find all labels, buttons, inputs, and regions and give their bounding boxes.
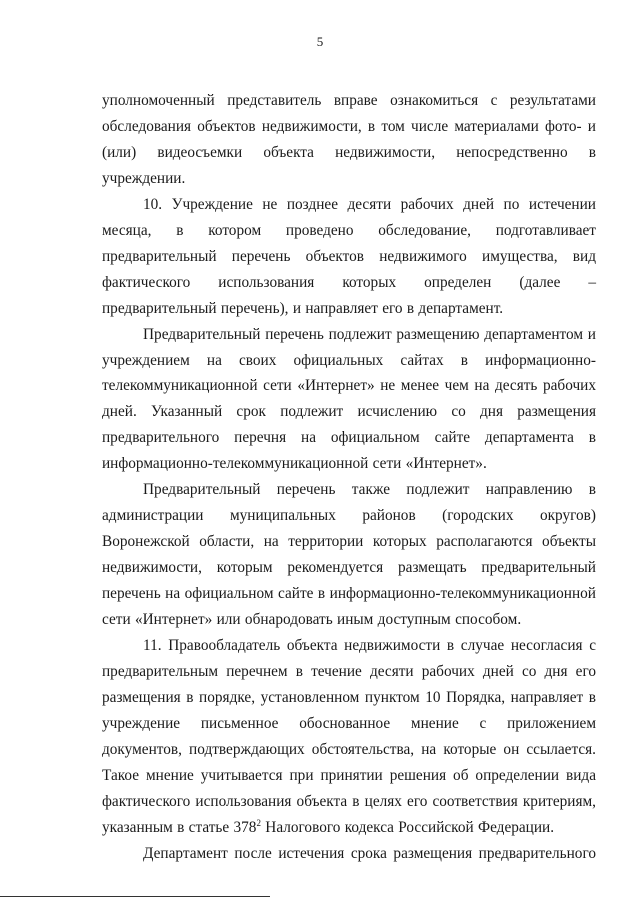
document-body [102,88,596,867]
paragraph-publication: Предварительный перечень подлежит размещению департаментом и учреждением на своих официальных сайтах в информационно-телекоммуникационной сети «Интернет» не менее чем на десять рабочих дней. Указанный срок подлежит исчислению со дня размещения предварительного перечня на официальном сайте департамента в информационно-телекоммуникационной сети «Интернет». [102,325,596,473]
paragraph-item-11-text-end: Налогового кодекса Российской Федерации. [260,818,555,836]
footer-divider [0,896,270,897]
paragraph-item-11 [102,633,596,841]
paragraph-item-10: 10. Учреждение не позднее десяти рабочих дней по истечении месяца, в котором проведено обследование, подготавливает предварительный перечень объектов недвижимого имущества, вид фактического использования которых определен (далее – предварительный перечень), и направляет его в департамент. [102,195,596,317]
paragraph-item-11-text: 11. Правообладатель объекта недвижимости в случае несогласия с предварительным перечнем в течение десяти рабочих дней со дня его размещения в порядке, установленном пунктом 10 Порядка, направляет в учреждение письменное обоснованное мнение с приложением документов, подтверждающих обстоятельства, на которые он ссылается. Такое мнение учитывается при принятии решения об определении вида фактического использования объекта в целях его соответствия критериям, указанным в статье 378 [102,637,596,836]
paragraph-municipal-distribution: Предварительный перечень также подлежит направлению в администрации муниципальных районов (городских округов) Воронежской области, на территории которых располагаются объекты недвижимости, которым рекомендуется размещать предварительный перечень на официальном сайте в информационно-телекоммуникационной сети «Интернет» или обнародовать иным доступным способом. [102,481,596,629]
page-number: 5 [316,34,324,49]
paragraph-continuation: уполномоченный представитель вправе ознакомиться с результатами обследования объектов недвижимости, в том числе материалами фото- и (или) видеосъемки объекта недвижимости, непосредственно в учреждении. [102,92,596,187]
paragraph-department-truncated: Департамент после истечения срока размещения предварительного [143,844,596,862]
article-superscript: 2 [256,817,261,828]
